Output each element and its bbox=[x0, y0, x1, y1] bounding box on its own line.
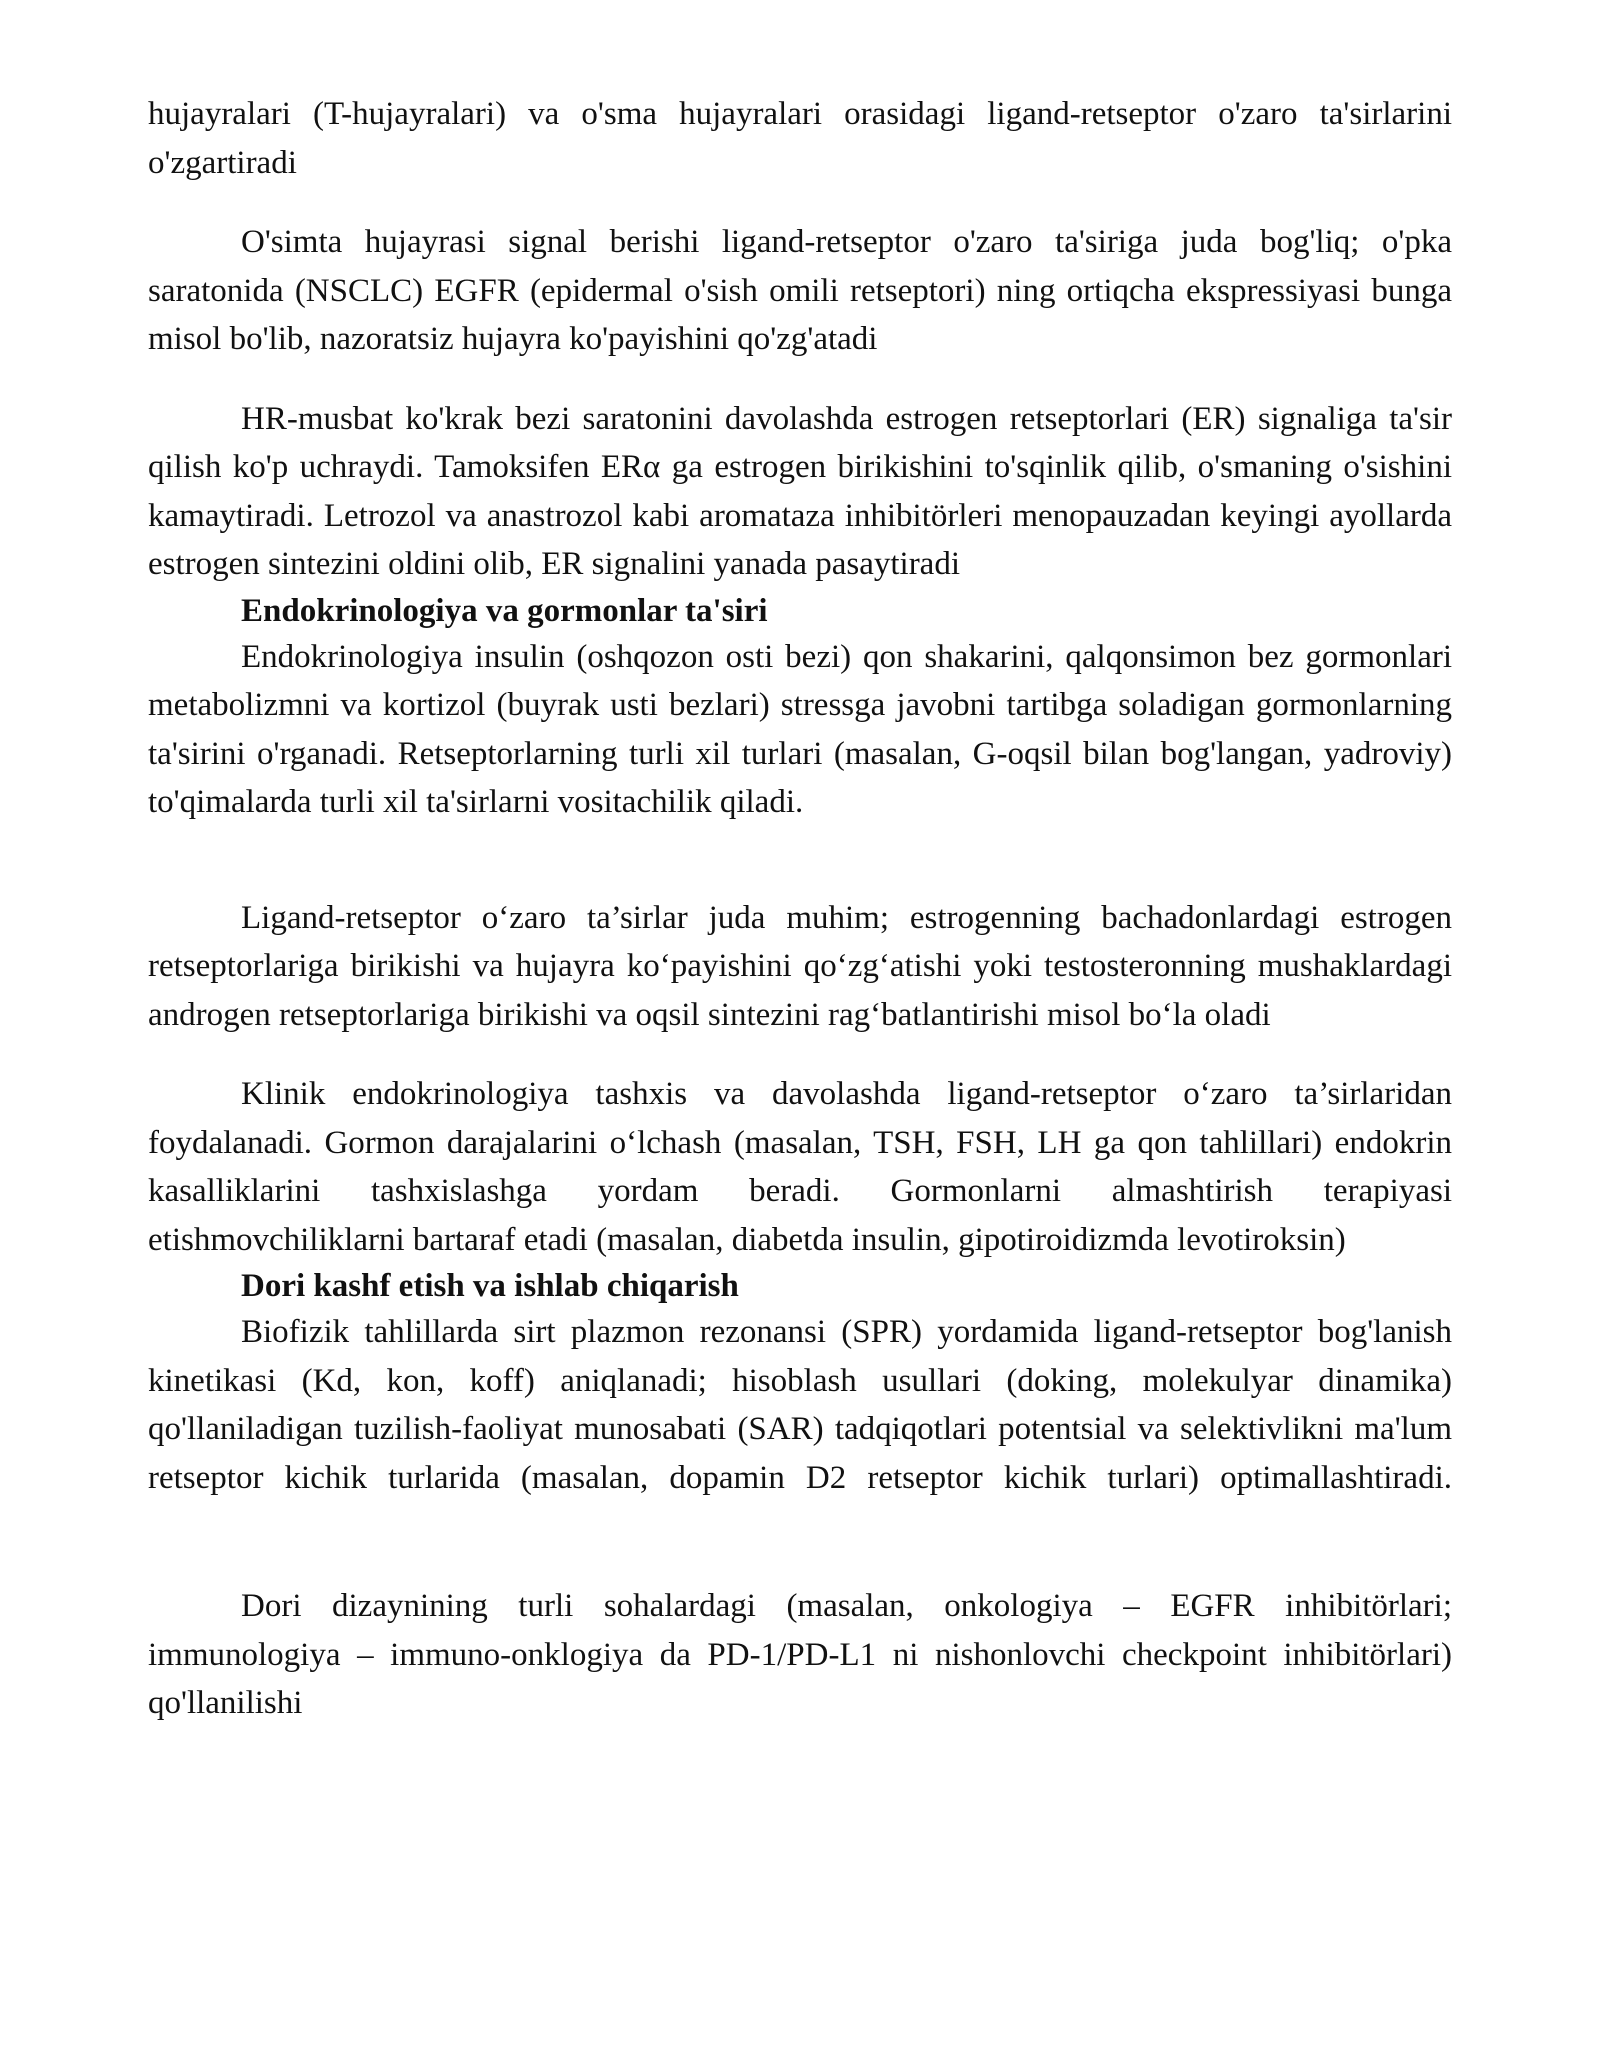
section-heading-endocrinology: Endokrinologiya va gormonlar ta'siri bbox=[241, 592, 768, 629]
paragraph-biophysical-assays: Biofizik tahlillarda sirt plazmon rezonansi (SPR) yordamida ligand-retseptor bog'lanish kinetikasi (Kd, kon, koff) aniqlanadi; hisoblash usullari (doking, molekulyar dinamika) qo'llaniladigan tuzilish-faoliyat munosabati (SAR) tadqiqotlari potentsial va selektivlikni ma'lum retseptor kichik turlarida (masalan, dopamin D2 retseptor kichik turlari) optimallashtiradi. bbox=[148, 1314, 1452, 1496]
document-page bbox=[148, 90, 1452, 1728]
paragraph-endocrinology-intro: Endokrinologiya insulin (oshqozon osti bezi) qon shakarini, qalqonsimon bez gormonlari metabolizmni va kortizol (buyrak usti bezlari) stressga javobni tartibga soladigan gormonlarning ta'sirini o'rganadi. Retseptorlarning turli xil turlari (masalan, G-oqsil bilan bog'langan, yadroviy) to'qimalarda turli xil ta'sirlarni vositachilik qiladi. bbox=[148, 638, 1452, 820]
paragraph-drug-design-applications: Dori dizaynining turli sohalardagi (masalan, onkologiya – EGFR inhibitörlari; immunologiya – immuno-onklogiya da PD-1/PD-L1 ni nishonlovchi checkpoint inhibitörlari) qo'llanilishi bbox=[148, 1588, 1452, 1721]
paragraph-clinical-endocrinology: Klinik endokrinologiya tashxis va davolashda ligand-retseptor o‘zaro ta’sirlaridan foydalanadi. Gormon darajalarini o‘lchash (masalan, TSH, FSH, LH ga qon tahlillari) endokrin kasalliklarini tashxislashga yordam beradi. Gormonlarni almashtirish terapiyasi etishmovchiliklarni bartaraf etadi (masalan, diabetda insulin, gipotiroidizmda levotiroksin) bbox=[148, 1076, 1452, 1258]
section-heading-drug-discovery: Dori kashf etish va ishlab chiqarish bbox=[241, 1268, 739, 1304]
paragraph-ligand-receptor-importance: Ligand-retseptor o‘zaro ta’sirlar juda muhim; estrogenning bachadonlardagi estrogen retseptorlariga birikishi va hujayra ko‘payishini qo‘zg‘atishi yoki testosteronning mushaklardagi androgen retseptorlariga birikishi va oqsil sintezini rag‘batlantirishi misol bo‘la oladi bbox=[148, 899, 1452, 1033]
paragraph-tumor-signaling: O'simta hujayrasi signal berishi ligand-retseptor o'zaro ta'siriga juda bog'liq; o'pka saratonida (NSCLC) EGFR (epidermal o'sish omili retseptori) ning ortiqcha ekspressiyasi bunga misol bo'lib, nazoratsiz hujayra ko'payishini qo'zg'atadi bbox=[148, 224, 1452, 357]
paragraph-continuation: hujayralari (T-hujayralari) va o'sma hujayralari orasidagi ligand-retseptor o'zaro ta'sirlarini o'zgartiradi bbox=[148, 96, 1452, 181]
paragraph-hr-breast-cancer: HR-musbat ko'krak bezi saratonini davolashda estrogen retseptorlari (ER) signaliga ta'sir qilish ko'p uchraydi. Tamoksifen ERα ga estrogen birikishini to'sqinlik qilib, o'smaning o'sishini kamaytiradi. Letrozol va anastrozol kabi aromataza inhibitörleri menopauzadan keyingi ayollarda estrogen sintezini oldini olib, ER signalini yanada pasaytiradi bbox=[148, 400, 1452, 582]
